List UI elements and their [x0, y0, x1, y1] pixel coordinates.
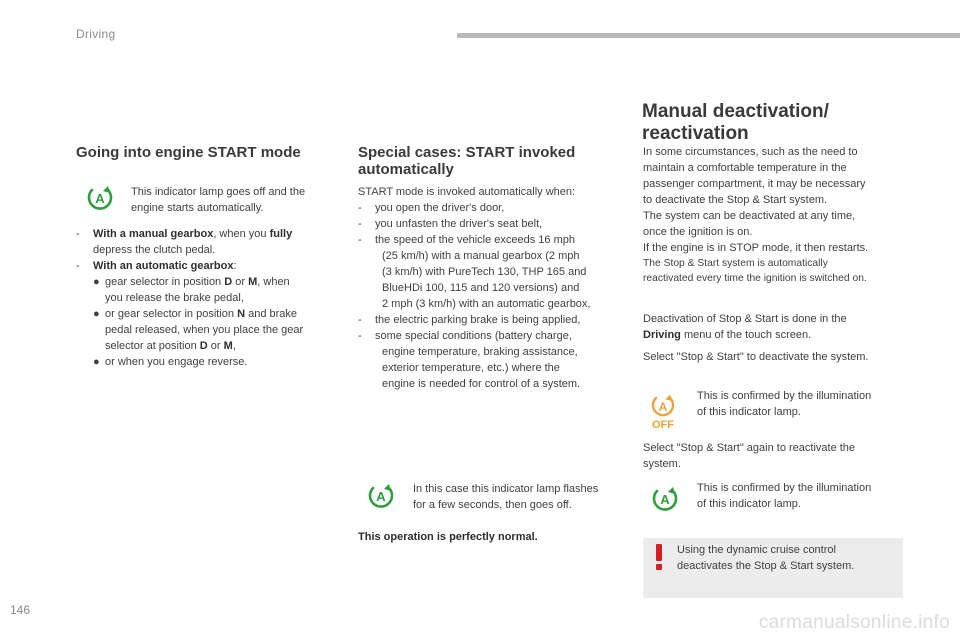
- b2-text-a: or gear selector in position: [105, 308, 238, 320]
- confirm-deactivation-text: [697, 388, 907, 420]
- heading-manual-l1: Manual deactivation/: [642, 101, 829, 122]
- b2-text-e: ,: [232, 340, 236, 352]
- auto-colon: :: [233, 260, 237, 272]
- heading-special-cases-l1: Special cases: START invoked: [358, 144, 576, 161]
- conf2-l2: of this indicator lamp.: [697, 498, 801, 510]
- special-l1: you open the driver's door,: [375, 202, 505, 214]
- p1-l3: passenger compartment, it may be necessary: [643, 178, 866, 190]
- b1-text-c: you release the brake pedal,: [105, 292, 244, 304]
- fully-text: fully: [269, 228, 293, 240]
- manual-gearbox-label: With a manual gearbox: [93, 228, 214, 240]
- p1-l1: In some circumstances, such as the need to: [643, 146, 858, 158]
- flashing-text: [413, 481, 628, 513]
- b2-text-d: selector at position: [105, 340, 200, 352]
- auto-start-indicator-icon: [86, 184, 114, 217]
- heading-special-cases-l2: automatically: [358, 161, 454, 178]
- b2-or: or: [207, 340, 224, 352]
- flashing-indicator-icon: [367, 482, 395, 515]
- special-l3e: 2 mph (3 km/h) with an automatic gearbox,: [382, 298, 591, 310]
- manual-tail-text: depress the clutch pedal.: [93, 244, 216, 256]
- manual-mid-text: , when you: [213, 228, 270, 240]
- auto-off-indicator-icon: [648, 394, 678, 430]
- header-bar: [457, 33, 960, 38]
- b2-text-c: pedal released, when you place the gear: [105, 324, 304, 336]
- deact-l1: Deactivation of Stop & Start is done in the: [643, 313, 847, 325]
- special-l3b: (25 km/h) with a manual gearbox (2 mph: [382, 250, 580, 262]
- heading-manual-deactivation: [642, 101, 902, 145]
- auto-gearbox-label: With an automatic gearbox: [93, 260, 234, 272]
- svg-text:A: A: [376, 489, 386, 504]
- heading-special-cases: [358, 144, 618, 178]
- p2-l2: once the ignition is on.: [643, 226, 753, 238]
- start-conditions-list: - With a manual gearbox, when you fully depress the clutch pedal. - With an automatic gearbox: ● gear selector in position D or M, when you release the brake pedal, ● or gear selector in position N and brake pedal released, when you place the gear selector at position D or M, ● or when you engage reverse.: [76, 226, 346, 370]
- conf2-l1: This is confirmed by the illumination: [697, 482, 872, 494]
- p1-l4: to deactivate the Stop & Start system.: [643, 194, 828, 206]
- p4-l1: The Stop & Start system is automatically: [643, 258, 828, 269]
- deactivation-menu-text: [643, 311, 908, 343]
- special-l2: you unfasten the driver's seat belt,: [375, 218, 543, 230]
- select-reactivate-text: [643, 440, 908, 472]
- b1-or: or: [232, 276, 249, 288]
- flashing-text-l2: for a few seconds, then goes off.: [413, 499, 572, 511]
- manual-intro-text: [643, 144, 908, 286]
- b2-text-b: and brake: [245, 308, 298, 320]
- b1-text-a: gear selector in position: [105, 276, 225, 288]
- b2-M: M: [223, 340, 233, 352]
- warn-l2: deactivates the Stop & Start system.: [677, 560, 855, 572]
- special-l5a: some special conditions (battery charge,: [375, 330, 572, 342]
- p1-l2: maintain a comfortable temperature in the: [643, 162, 847, 174]
- normal-operation-note: This operation is perfectly normal.: [358, 531, 538, 543]
- reactivated-indicator-icon: [651, 485, 679, 518]
- svg-text:A: A: [95, 191, 105, 206]
- heading-manual-l2: reactivation: [642, 123, 749, 144]
- svg-text:A: A: [658, 400, 668, 414]
- confirm-reactivation-text: [697, 480, 907, 512]
- special-l4: the electric parking brake is being applied,: [375, 314, 581, 326]
- b2-D: D: [199, 340, 208, 352]
- exclamation-icon: [653, 543, 665, 571]
- p4-l2: reactivated every time the ignition is switched on.: [643, 273, 867, 284]
- watermark: carmanualsonline.info: [758, 612, 950, 633]
- section-label: Driving: [76, 27, 116, 41]
- select-deactivate-text: Select "Stop & Start" to deactivate the system.: [643, 351, 869, 363]
- deact-driving: Driving: [643, 329, 681, 341]
- special-l3d: BlueHDi 100, 115 and 120 versions) and: [382, 282, 580, 294]
- conf1-l1: This is confirmed by the illumination: [697, 390, 872, 402]
- page-number: 146: [10, 603, 31, 617]
- off-label: OFF: [652, 419, 674, 430]
- p3: If the engine is in STOP mode, it then restarts.: [643, 242, 869, 254]
- b1-text-b: , when: [257, 276, 290, 288]
- special-l5d: engine is needed for control of a system.: [382, 378, 581, 390]
- indicator-goes-off-text: This indicator lamp goes off and the engine starts automatically.: [131, 186, 306, 214]
- flashing-text-l1: In this case this indicator lamp flashes: [413, 483, 599, 495]
- b1-D: D: [224, 276, 233, 288]
- special-l3a: the speed of the vehicle exceeds 16 mph: [375, 234, 575, 246]
- svg-text:A: A: [660, 492, 670, 507]
- b3-text: or when you engage reverse.: [105, 356, 248, 368]
- warn-l1: Using the dynamic cruise control: [677, 544, 836, 556]
- select2-l2: system.: [643, 458, 681, 470]
- special-l5c: exterior temperature, etc.) where the: [382, 362, 560, 374]
- conf1-l2: of this indicator lamp.: [697, 406, 801, 418]
- warning-text: [677, 542, 897, 574]
- special-l5b: engine temperature, braking assistance,: [382, 346, 578, 358]
- special-l3c: (3 km/h) with PureTech 130, THP 165 and: [382, 266, 587, 278]
- heading-start-mode: Going into engine START mode: [76, 144, 301, 161]
- special-intro: START mode is invoked automatically when:: [358, 186, 576, 198]
- special-cases-list: START mode is invoked automatically when: - you open the driver's door, - you unfasten the driver's seat belt, - the speed of the vehicle exceeds 16 mph (25 km/h) with a manual gearbox (2 mph (3 km/h) with PureTech 130, THP 165 and BlueHDi 100, 115 and 120 versions) and 2 mph (3 km/h) with an automatic gearbox, - the electric parking brake is being applied, - some special conditions (battery charge, engine temperature, braking assistance, exterior temperature, etc.) where the engine is needed for control of a system.: [358, 184, 628, 392]
- select2-l1: Select "Stop & Start" again to reactivate the: [643, 442, 856, 454]
- b2-N: N: [237, 308, 246, 320]
- p2-l1: The system can be deactivated at any time,: [643, 210, 856, 222]
- deact-l2: menu of the touch screen.: [680, 329, 812, 341]
- b1-M: M: [248, 276, 258, 288]
